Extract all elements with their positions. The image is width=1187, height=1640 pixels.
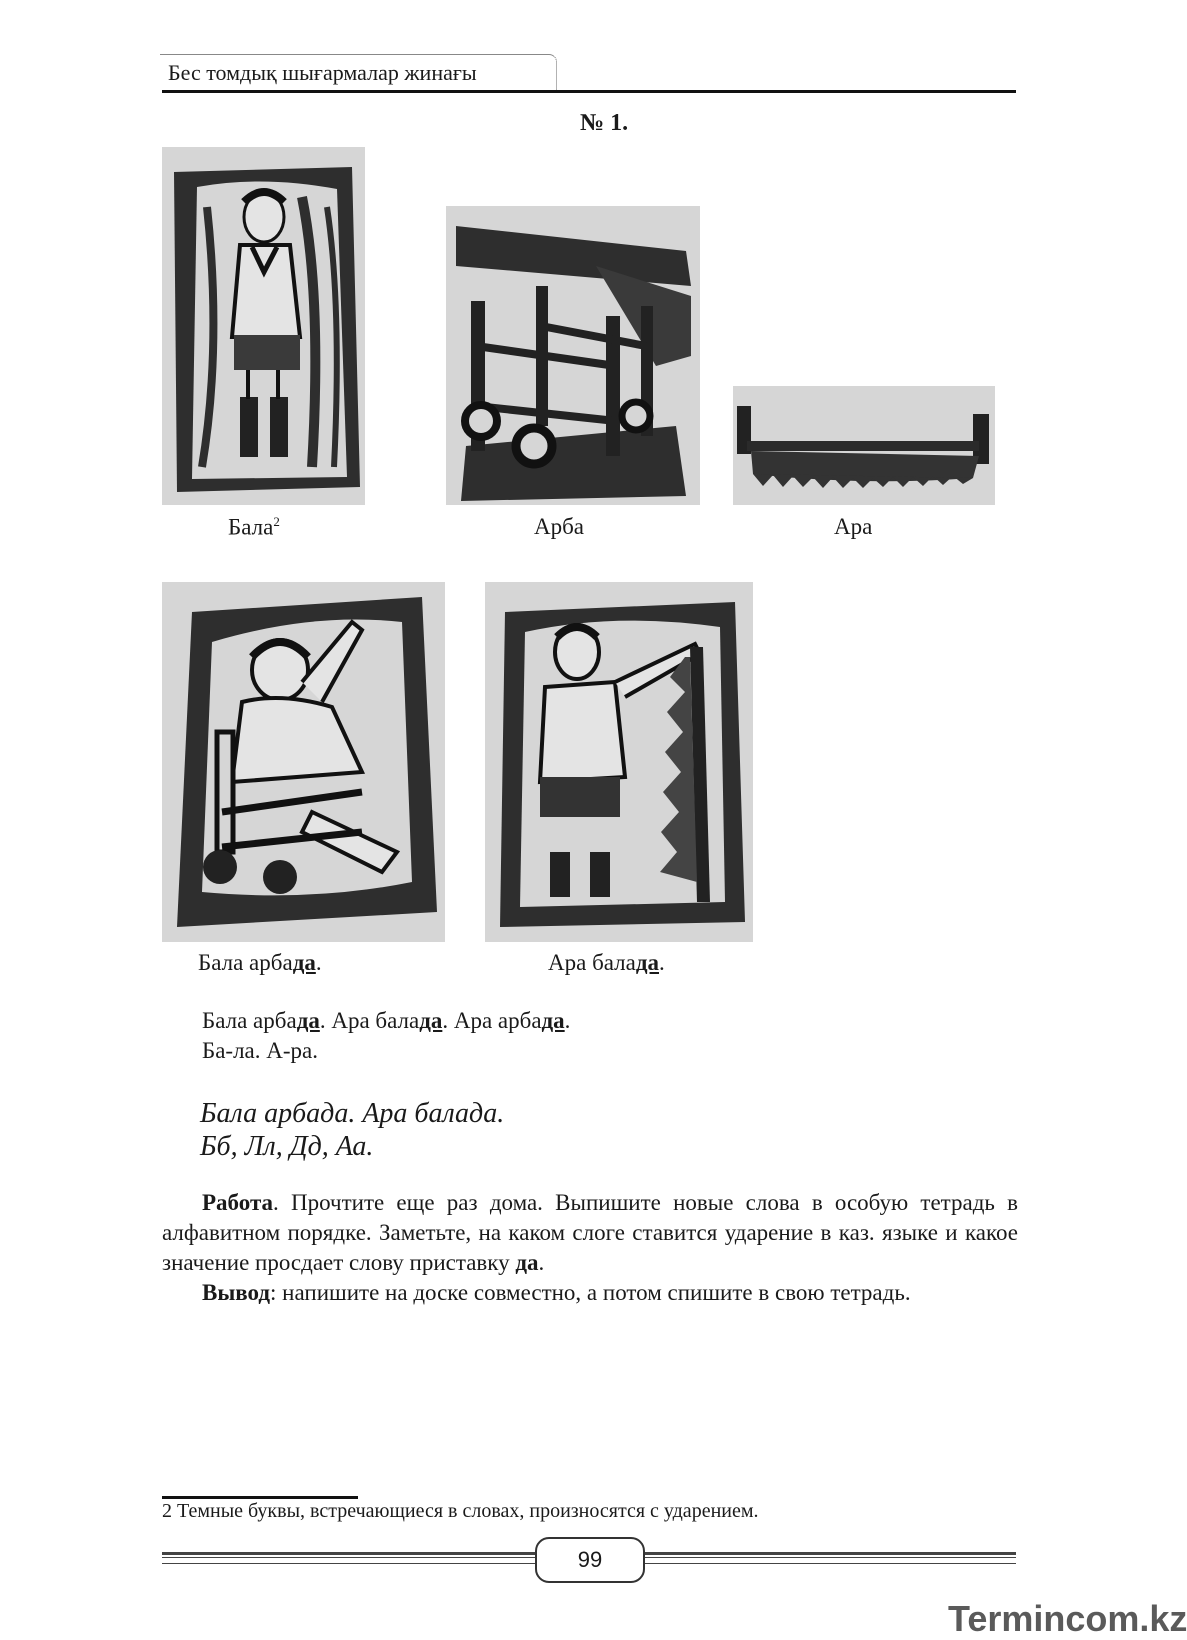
running-header-title: Бес томдық шығармалар жинағы <box>168 60 477 85</box>
header-rule <box>162 90 1016 93</box>
page-number: 99 <box>535 1537 645 1583</box>
illustration-child-cart <box>162 582 445 942</box>
footer-rule-left <box>162 1552 538 1564</box>
footnote-text: 2 Темные буквы, встречающиеся в словах, произносятся с ударением. <box>162 1500 759 1522</box>
illustration-cart <box>446 206 700 505</box>
caption-cart: Арба <box>534 514 585 539</box>
sentence-line-2: Ба-ла. А-ра. <box>202 1038 318 1063</box>
footnote-rule <box>162 1496 358 1499</box>
illustration-boy-saw <box>485 582 753 942</box>
footnote-ref: 2 <box>273 514 280 529</box>
handwriting-line-1: Бала арбада. Ара балада. <box>200 1098 505 1129</box>
illustration-boy <box>162 147 365 505</box>
sentence-line-1: Бала арбада. Ара балада. Ара арбада. <box>202 1008 571 1033</box>
footer-rule-right <box>638 1552 1016 1564</box>
conclusion-paragraph: Вывод: напишите на доске совместно, а потом спишите в свою тетрадь. <box>202 1280 911 1305</box>
illustration-saw <box>733 386 995 505</box>
caption-child-cart: Бала арбада. <box>198 950 322 975</box>
caption-saw: Ара <box>834 514 873 539</box>
caption-boy: Бала$^2$ <box>228 514 280 540</box>
work-paragraph: Работа. Прочтите еще раз дома. Выпишите новые слова в особую тетрадь в алфавитном порядке. Заметьте, на каком слоге ставится ударение в каз. языке и какое значение просдает слову приставку да. <box>162 1190 1018 1275</box>
handwriting-line-2: Бб, Лл, Дд, Аа. <box>200 1131 374 1162</box>
site-watermark: Termincom.kz <box>948 1598 1187 1639</box>
caption-boy-saw: Ара балада. <box>548 950 665 975</box>
lesson-number: № 1. <box>580 110 629 136</box>
